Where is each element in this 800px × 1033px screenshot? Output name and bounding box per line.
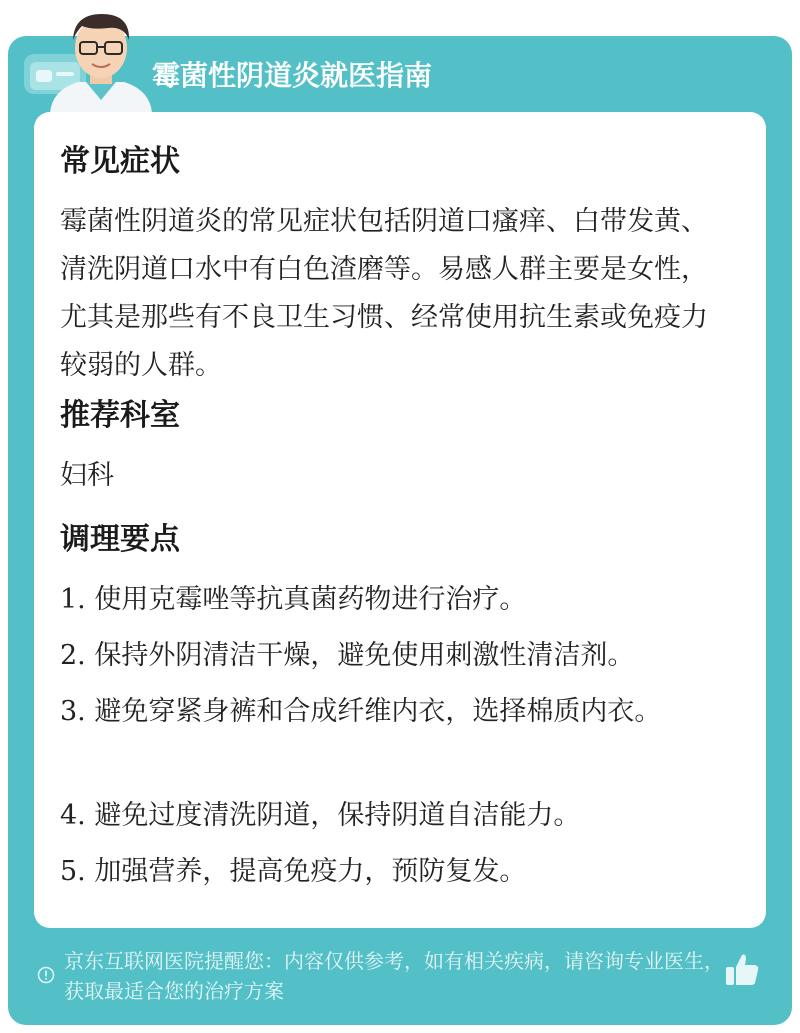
list-item-number: 1. [60, 584, 86, 615]
list-item [60, 632, 730, 680]
care-heading: 调理要点 [60, 522, 180, 557]
list-item-text: 保持外阴清洁干燥，避免使用刺激性清洁剂。 [94, 640, 635, 671]
list-item-text: 避免穿紧身裤和合成纤维内衣，选择棉质内衣。 [94, 696, 662, 727]
content-panel [34, 112, 766, 928]
list-item [60, 792, 730, 840]
list-item-text: 加强营养，提高免疫力，预防复发。 [94, 856, 527, 887]
symptoms-text: 霉菌性阴道炎的常见症状包括阴道口瘙痒、白带发黄、清洗阴道口水中有白色渣磨等。易感人群主要是女性，尤其是那些有不良卫生习惯、经常使用抗生素或免疫力较弱的人群。 [60, 206, 708, 381]
symptoms-heading: 常见症状 [60, 144, 180, 179]
list-item [60, 848, 730, 896]
list-item-number: 2. [60, 640, 86, 671]
list-item-number: 5. [60, 856, 86, 887]
info-icon [37, 966, 55, 984]
page-title: 霉菌性阴道炎就医指南 [152, 59, 433, 92]
list-item [60, 688, 730, 736]
list-item-number: 3. [60, 696, 86, 727]
department-heading: 推荐科室 [60, 398, 180, 433]
disclaimer-text: 京东互联网医院提醒您：内容仅供参考，如有相关疾病，请咨询专业医生，获取最适合您的治疗方案 [64, 949, 724, 1003]
list-item-text: 避免过度清洗阴道，保持阴道自洁能力。 [94, 800, 581, 831]
department-text: 妇科 [60, 460, 114, 491]
list-item-number: 4. [60, 800, 86, 831]
list-item [60, 576, 730, 624]
list-item-text: 使用克霉唑等抗真菌药物进行治疗。 [94, 584, 527, 615]
doctor-avatar-icon [42, 8, 160, 113]
thumbs-up-icon[interactable] [724, 951, 760, 989]
